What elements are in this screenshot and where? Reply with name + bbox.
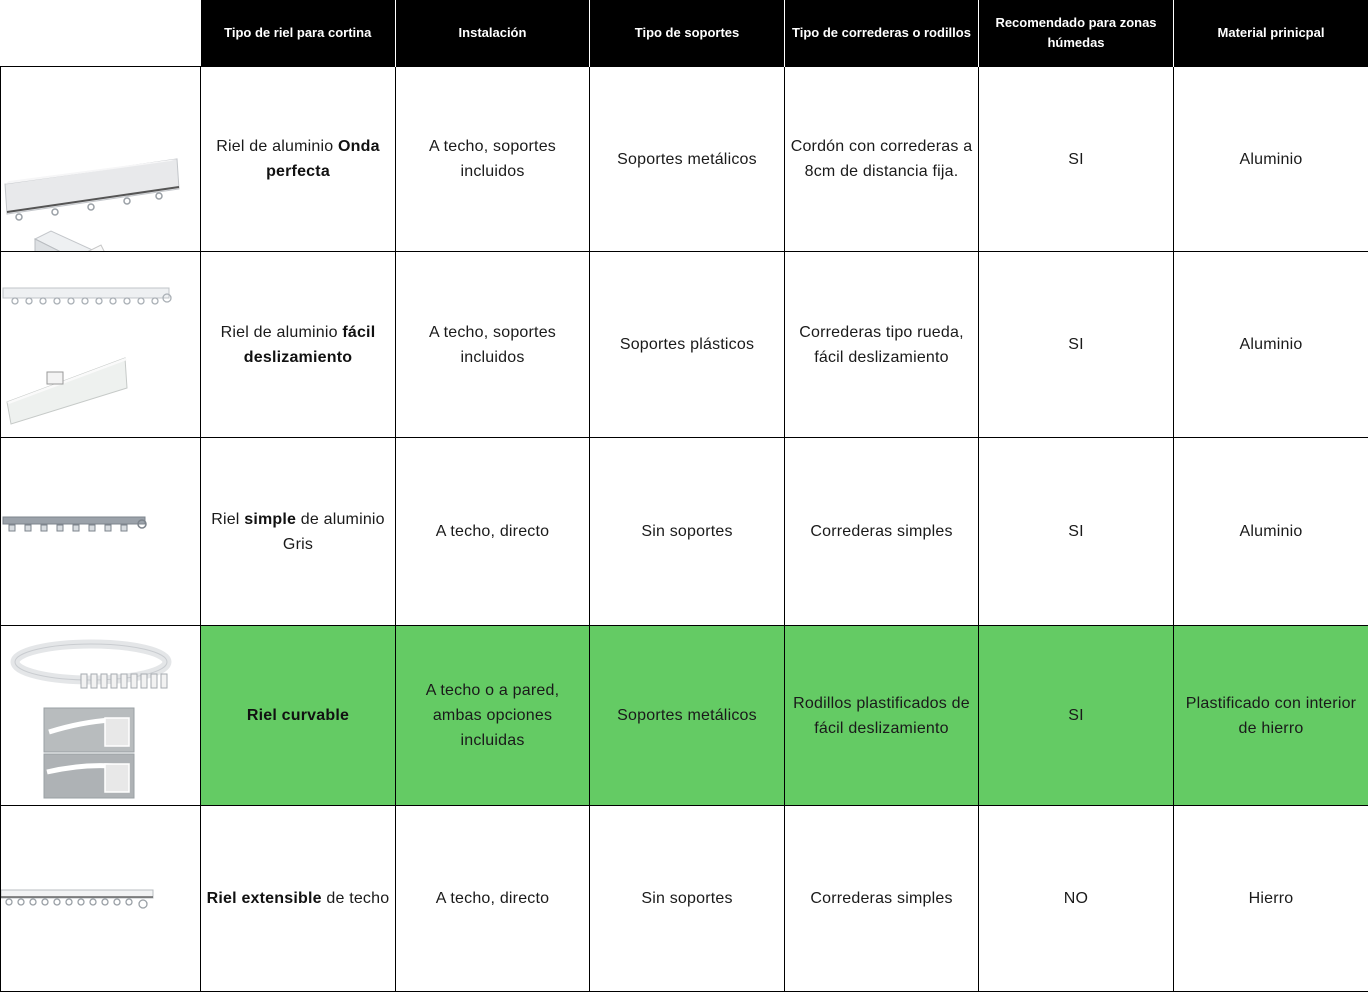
rail-simple-image: [1, 438, 201, 625]
rail-curvable-image: [1, 626, 201, 805]
installation-cell: A techo, soportes incluidos: [396, 252, 590, 438]
rail-name-bold: simple: [244, 510, 297, 528]
rail-extensible-image: [1, 806, 201, 991]
material-cell: Hierro: [1174, 806, 1368, 992]
supports-cell: Sin soportes: [590, 438, 785, 626]
sliders-cell: Correderas simples: [785, 806, 979, 992]
material-cell: Plastificado con interior de hierro: [1174, 626, 1368, 806]
humid-cell: SI: [979, 626, 1174, 806]
table-row: [1, 67, 1368, 252]
material-cell: Aluminio: [1174, 252, 1368, 438]
header-humid: Recomendado para zonas húmedas: [979, 0, 1174, 67]
header-sliders: Tipo de correderas o rodillos: [785, 0, 979, 67]
product-image-extensible: [1, 806, 201, 992]
header-empty-cell: [1, 0, 201, 67]
header-rail-type: Tipo de riel para cortina: [201, 0, 396, 67]
rail-name-cell: Riel de aluminio fácil deslizamiento: [201, 252, 396, 438]
sliders-cell: Correderas tipo rueda, fácil deslizamiento: [785, 252, 979, 438]
rail-name-bold: Onda perfecta: [266, 138, 380, 180]
humid-cell: SI: [979, 252, 1174, 438]
header-installation: Instalación: [396, 0, 590, 67]
rail-onda-image: [1, 67, 201, 251]
rail-name-cell: Riel extensible de techo: [201, 806, 396, 992]
rail-name-cell: Riel simple de aluminio Gris: [201, 438, 396, 626]
installation-cell: A techo, directo: [396, 806, 590, 992]
rail-name-bold: Riel curvable: [246, 707, 350, 724]
table-row: [1, 252, 1368, 438]
supports-cell: Sin soportes: [590, 806, 785, 992]
humid-cell: NO: [979, 806, 1174, 992]
table-row-highlighted: [1, 626, 1368, 806]
humid-cell: SI: [979, 438, 1174, 626]
sliders-cell: Cordón con correderas a 8cm de distancia fija.: [785, 67, 979, 252]
rail-facil-image: [1, 252, 201, 437]
product-image-onda: [1, 67, 201, 252]
header-row: [1, 0, 1368, 67]
product-image-simple: [1, 438, 201, 626]
product-image-curvable: [1, 626, 201, 806]
material-cell: Aluminio: [1174, 67, 1368, 252]
product-image-facil: [1, 252, 201, 438]
material-cell: Aluminio: [1174, 438, 1368, 626]
sliders-cell: Correderas simples: [785, 438, 979, 626]
supports-cell: Soportes metálicos: [590, 67, 785, 252]
header-material: Material prinicpal: [1174, 0, 1368, 67]
sliders-cell: Rodillos plastificados de fácil deslizamiento: [785, 626, 979, 806]
table-row: [1, 806, 1368, 992]
supports-cell: Soportes plásticos: [590, 252, 785, 438]
rail-name-bold: Riel extensible: [206, 890, 322, 907]
rail-name-cell: [201, 626, 396, 806]
installation-cell: A techo, soportes incluidos: [396, 67, 590, 252]
header-supports: Tipo de soportes: [590, 0, 785, 67]
installation-cell: A techo, directo: [396, 438, 590, 626]
humid-cell: SI: [979, 67, 1174, 252]
rail-name-cell: Riel de aluminio Onda perfecta: [201, 67, 396, 252]
installation-cell: A techo o a pared, ambas opciones incluidas: [396, 626, 590, 806]
table-row: [1, 438, 1368, 626]
supports-cell: Soportes metálicos: [590, 626, 785, 806]
rail-name-bold: fácil deslizamiento: [243, 323, 376, 366]
